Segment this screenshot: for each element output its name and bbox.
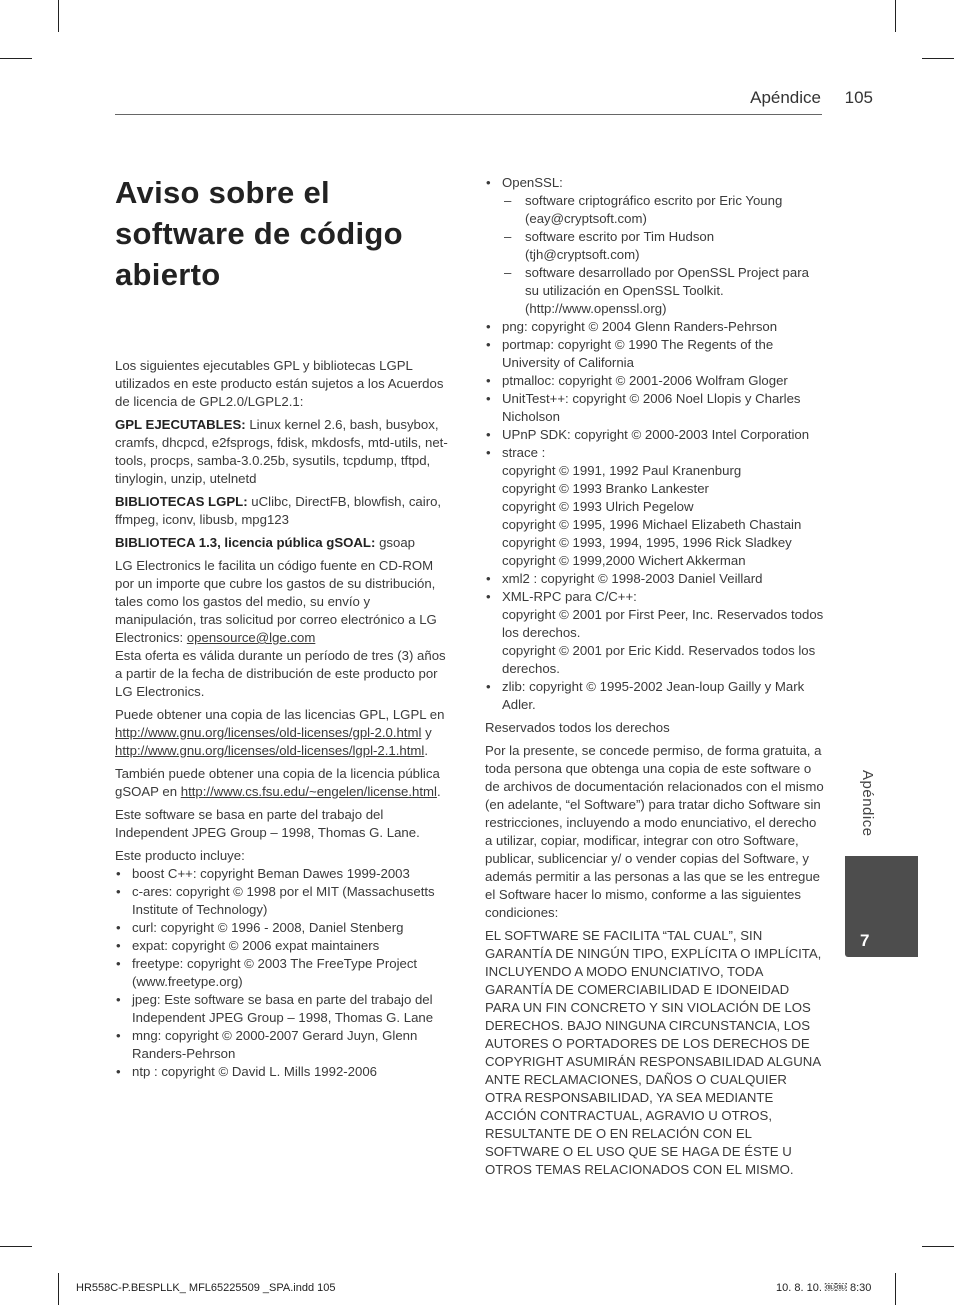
sub-list-item: – software criptográfico escrito por Eric Young (eay@cryptsoft.com) [502, 192, 825, 228]
list-item: • expat: copyright © 2006 expat maintainers [115, 937, 455, 955]
crop-mark [922, 1246, 954, 1247]
period: . [424, 743, 428, 758]
lgpl-label: BIBLIOTECAS LGPL: [115, 494, 248, 509]
and-word: y [425, 725, 432, 740]
lgpl-list: uClibc, DirectFB, blowfish, cairo, ffmpeg, iconv, libusb, mpg123 [115, 494, 442, 527]
header-section: Apéndice [750, 88, 821, 107]
page-header [115, 88, 873, 112]
strace-line: copyright © 1993 Branko Lankester [502, 481, 709, 496]
list-item: • xml2 : copyright © 1998-2003 Daniel Veillard [485, 570, 825, 588]
crop-mark [0, 1246, 32, 1247]
crop-mark [0, 58, 32, 59]
list-item-xmlrpc [485, 588, 825, 678]
license-list [485, 174, 825, 714]
crop-mark [895, 0, 896, 32]
crop-mark [922, 58, 954, 59]
gsoap-paragraph [115, 765, 455, 801]
openssl-sublist [502, 192, 825, 318]
gpl-label: GPL EJECUTABLES: [115, 417, 246, 432]
right-column [485, 174, 825, 1184]
lgpl-paragraph [115, 493, 455, 529]
crop-mark [58, 1273, 59, 1305]
includes-label: Este producto incluye: [115, 848, 245, 863]
list-item: • portmap: copyright © 1990 The Regents of the University of California [485, 336, 825, 372]
list-item: • UPnP SDK: copyright © 2000-2003 Intel Corporation [485, 426, 825, 444]
side-section-label: Apéndice [859, 770, 876, 837]
offer-paragraph [115, 557, 455, 701]
includes-list [115, 865, 455, 1081]
strace-line: copyright © 1993, 1994, 1995, 1996 Rick Sladkey [502, 535, 792, 550]
left-column [115, 357, 455, 1081]
crop-mark [58, 0, 59, 32]
list-item: • UnitTest++: copyright © 2006 Noel Llopis y Charles Nicholson [485, 390, 825, 426]
disclaimer-paragraph: EL SOFTWARE SE FACILITA “TAL CUAL”, SIN GARANTÍA DE NINGÚN TIPO, EXPLÍCITA O IMPLÍCITA, INCLUYENDO A MODO ENUNCIATIVO, TODA GARANTÍA DE COMERCIABILIDAD E IDONEIDAD PARA UN FIN CONCRETO Y SIN VIOLACIÓN DE LOS DERECHOS. BAJO NINGUNA CIRCUNSTANCIA, LOS AUTORES O PORTADORES DE LOS DERECHOS DE COPYRIGHT ASUMIRÁN RESPONSABILIDAD ALGUNA ANTE RECLAMACIONES, DAÑOS O CUALQUIER OTRA RESPONSABILIDAD, YA SEA MEDIANTE ACCIÓN CONTRACTUAL, AGRAVIO U OTROS, RESULTANTE DE O EN RELACIÓN CON EL SOFTWARE O EL USO QUE SE HAGA DE ÉSTE U OTROS TEMAS RELACIONADOS CON EL MISMO. [485, 928, 822, 1177]
gpl-list: Linux kernel 2.6, bash, busybox, cramfs, dhcpcd, e2fsprogs, fdisk, mkdosfs, mtd-utils, net-tools, procps, samba-3.0.25b, sysutils, tcpdump, tftpd, tinylogin, unzip, utelnetd [115, 417, 448, 486]
header-rule [115, 114, 822, 115]
footer-file-info: HR558C-P.BESPLLK_ MFL65225509 _SPA.indd 105 [76, 1282, 336, 1294]
permission-paragraph: Por la presente, se concede permiso, de forma gratuita, a toda persona que obtenga una copia de este software o de archivos de documentación relacionados con el mismo (en adelante, “el Software”) para tratar dicho Software sin restricciones, incluyendo a modo enunciativo, el derecho a utilizar, copiar, modificar, integrar con otro Software, publicar, sublicenciar y/ o vender copias del Software, y además permitir a las personas a las que se les entregue el Software hacer lo mismo, conforme a las siguientes condiciones: [485, 743, 824, 920]
chapter-tab [845, 856, 918, 957]
chapter-number: 7 [860, 931, 870, 950]
list-item: • png: copyright © 2004 Glenn Randers-Pehrson [485, 318, 825, 336]
lgpl-url-link[interactable]: http://www.gnu.org/licenses/old-licenses/lgpl-2.1.html [115, 743, 425, 758]
list-item-openssl [485, 174, 825, 318]
reserved-paragraph: Reservados todos los derechos [485, 720, 670, 735]
page-number: 105 [844, 88, 873, 107]
list-item: • c-ares: copyright © 1998 por el MIT (Massachusetts Institute of Technology) [115, 883, 455, 919]
crop-mark [895, 1273, 896, 1305]
list-item: • mng: copyright © 2000-2007 Gerard Juyn, Glenn Randers-Pehrson [115, 1027, 455, 1063]
sub-list-item: – software escrito por Tim Hudson (tjh@cryptsoft.com) [502, 228, 825, 264]
xmlrpc-line: copyright © 2001 por First Peer, Inc. Reservados todos los derechos. [502, 607, 824, 640]
openssl-label: OpenSSL: [502, 175, 563, 190]
gsoap-text: También puede obtener una copia de la licencia pública gSOAP en [115, 766, 440, 799]
list-item-strace [485, 444, 825, 570]
gsoal-label: BIBLIOTECA 1.3, licencia pública gSOAL: [115, 535, 376, 550]
sub-list-item: – software desarrollado por OpenSSL Project para su utilización en OpenSSL Toolkit. (http://www.openssl.org) [502, 264, 825, 318]
list-item: • boost C++: copyright Beman Dawes 1999-2003 [115, 865, 455, 883]
email-link[interactable]: opensource@lge.com [186, 630, 316, 645]
intro-paragraph: Los siguientes ejecutables GPL y bibliotecas LGPL utilizados en este producto están sujetos a los Acuerdos de licencia de GPL2.0/LGPL2.1: [115, 358, 444, 409]
xmlrpc-label: • XML-RPC para C/C++: [502, 589, 637, 604]
xmlrpc-line: copyright © 2001 por Eric Kidd. Reservados todos los derechos. [502, 643, 816, 676]
page-title: Aviso sobre el software de código abierto [115, 175, 403, 292]
strace-label: • strace : [502, 445, 546, 460]
gsoal-paragraph [115, 534, 455, 552]
gpl-url-link[interactable]: http://www.gnu.org/licenses/old-licenses/gpl-2.0.html [115, 725, 422, 740]
period: . [436, 784, 441, 799]
list-item: • ptmalloc: copyright © 2001-2006 Wolfram Gloger [485, 372, 825, 390]
list-item: • zlib: copyright © 1995-2002 Jean-loup Gailly y Mark Adler. [485, 678, 825, 714]
list-item: • freetype: copyright © 2003 The FreeType Project (www.freetype.org) [115, 955, 455, 991]
licenses-text: Puede obtener una copia de las licencias GPL, LGPL en [115, 707, 445, 722]
offer-validity: Esta oferta es válida durante un período de tres (3) años a partir de la fecha de distribución de este producto por LG Electronics. [115, 648, 446, 699]
footer-date-info: 10. 8. 10. ￼￼ 8:30 [776, 1282, 872, 1294]
offer-text: LG Electronics le facilita un código fuente en CD-ROM por un importe que cubre los gastos de su distribución, tales como los gastos del medio, su envío y manipulación, tras solicitud por correo electrónico a LG Electronics: [115, 558, 437, 645]
gsoal-list: gsoap [379, 535, 415, 550]
gsoap-url-link[interactable]: http://www.cs.fsu.edu/~engelen/license.html [180, 784, 437, 799]
list-item: • curl: copyright © 1996 - 2008, Daniel Stenberg [115, 919, 455, 937]
strace-line: copyright © 1999,2000 Wichert Akkerman [502, 553, 746, 568]
list-item: • ntp : copyright © David L. Mills 1992-2006 [115, 1063, 455, 1081]
list-item: • jpeg: Este software se basa en parte del trabajo del Independent JPEG Group – 1998, Thomas G. Lane [115, 991, 455, 1027]
strace-line: copyright © 1993 Ulrich Pegelow [502, 499, 694, 514]
gpl-paragraph [115, 416, 455, 488]
licenses-paragraph [115, 706, 455, 760]
jpeg-paragraph: Este software se basa en parte del trabajo del Independent JPEG Group – 1998, Thomas G. Lane. [115, 807, 420, 840]
strace-line: copyright © 1991, 1992 Paul Kranenburg [502, 463, 742, 478]
strace-line: copyright © 1995, 1996 Michael Elizabeth Chastain [502, 517, 802, 532]
